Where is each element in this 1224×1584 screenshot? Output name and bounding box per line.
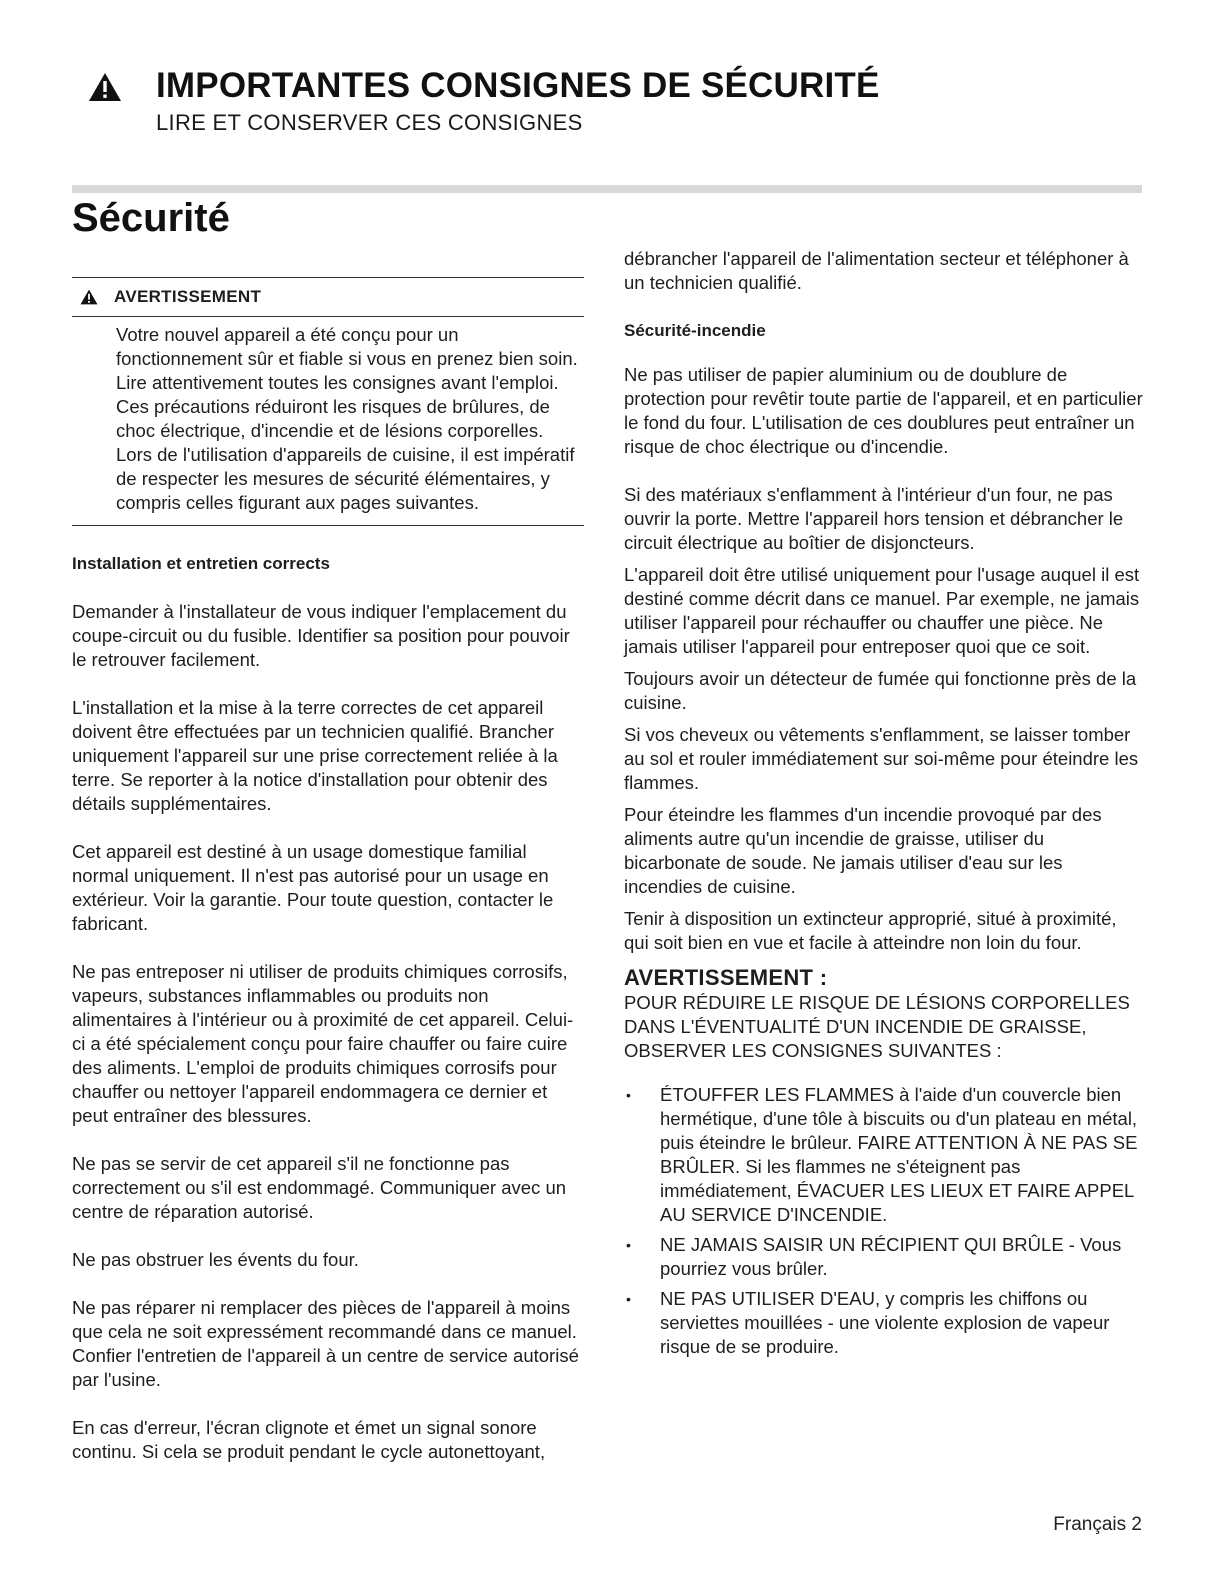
list-item: • ÉTOUFFER LES FLAMMES à l'aide d'un couvercle bien hermétique, d'une tôle à biscuits ou d'un plateau en métal, puis éteindre le brûleur. FAIRE ATTENTION À NE PAS SE BRÛLER. Si les flammes ne s'éteignent pas immédiatement, ÉVACUER LES LIEUX ET FAIRE APPEL AU SERVICE D'INCENDIE.	[624, 1083, 1144, 1227]
page-subtitle: LIRE ET CONSERVER CES CONSIGNES	[156, 110, 583, 135]
fire-safety-paragraph: Ne pas utiliser de papier aluminium ou de doublure de protection pour revêtir toute partie de l'appareil, et en particulier le fond du four. L'utilisation de ces doublures peut entraîner un risque de choc électrique ou d'incendie.	[624, 364, 1143, 457]
warning-box	[72, 277, 584, 526]
fire-safety-paragraph: Pour éteindre les flammes d'un incendie provoqué par des aliments autre qu'un incendie de graisse, utiliser du bicarbonate de soude. Ne jamais utiliser d'eau sur les incendies de cuisine.	[624, 804, 1102, 897]
list-item: • NE JAMAIS SAISIR UN RÉCIPIENT QUI BRÛLE - Vous pourriez vous brûler.	[624, 1233, 1144, 1281]
grease-fire-warning-title: AVERTISSEMENT :	[624, 965, 828, 990]
installation-paragraph: Demander à l'installateur de vous indiquer l'emplacement du coupe-circuit ou du fusible. Identifier sa position pour pouvoir le retrouver facilement.	[72, 601, 570, 670]
warning-triangle-icon	[80, 289, 98, 305]
page-title: IMPORTANTES CONSIGNES DE SÉCURITÉ	[156, 66, 880, 105]
installation-paragraph: Ne pas se servir de cet appareil s'il ne fonctionne pas correctement ou s'il est endommagé. Communiquer avec un centre de réparation autorisé.	[72, 1153, 567, 1222]
fire-safety-paragraph: L'appareil doit être utilisé uniquement pour l'usage auquel il est destiné comme décrit dans ce manuel. Par exemple, ne jamais utiliser l'appareil pour réchauffer ou chauffer une pièce. Ne jamais utiliser l'appareil pour entreposer quoi que ce soit.	[624, 564, 1140, 657]
installation-heading: Installation et entretien corrects	[72, 554, 330, 573]
section-divider	[72, 185, 1142, 193]
grease-fire-instructions	[624, 1083, 1144, 1359]
installation-paragraph: Ne pas entreposer ni utiliser de produits chimiques corrosifs, vapeurs, substances inflammables ou produits non alimentaires à l'intérieur ou à proximité de cet appareil. Celui-ci a été spécialement conçu pour faire chauffer ou faire cuire des aliments. L'emploi de produits chimiques corrosifs pour chauffer ou nettoyer l'appareil endommagera ce dernier et peut entraîner des blessures.	[72, 961, 574, 1126]
installation-paragraph: Ne pas obstruer les évents du four.	[72, 1249, 359, 1270]
warning-triangle-icon	[88, 72, 122, 102]
fire-safety-paragraph: Tenir à disposition un extincteur approprié, situé à proximité, qui soit bien en vue et facile à atteindre non loin du four.	[624, 908, 1117, 953]
warning-box-label: AVERTISSEMENT	[114, 287, 262, 306]
fire-safety-heading: Sécurité-incendie	[624, 321, 766, 340]
fire-safety-paragraph: Toujours avoir un détecteur de fumée qui fonctionne près de la cuisine.	[624, 668, 1137, 713]
fire-safety-paragraph: Si des matériaux s'enflamment à l'intérieur d'un four, ne pas ouvrir la porte. Mettre l'appareil hors tension et débrancher le circuit électrique au boîtier de disjoncteurs.	[624, 484, 1124, 553]
installation-paragraph: En cas d'erreur, l'écran clignote et émet un signal sonore continu. Si cela se produit pendant le cycle autonettoyant,	[72, 1417, 546, 1462]
grease-fire-warning-text: POUR RÉDUIRE LE RISQUE DE LÉSIONS CORPORELLES DANS L'ÉVENTUALITÉ D'UN INCENDIE DE GRAISSE, OBSERVER LES CONSIGNES SUIVANTES :	[624, 992, 1130, 1061]
installation-paragraph: L'installation et la mise à la terre correctes de cet appareil doivent être effectuées par un technicien qualifié. Brancher uniquement l'appareil sur une prise correctement reliée à la terre. Se reporter à la notice d'installation pour obtenir des détails supplémentaires.	[72, 697, 558, 814]
warning-box-text: Votre nouvel appareil a été conçu pour un fonctionnement sûr et fiable si vous en prenez bien soin. Lire attentivement toutes les consignes avant l'emploi. Ces précautions réduiront les risques de brûlures, de choc électrique, d'incendie et de lésions corporelles. Lors de l'utilisation d'appareils de cuisine, il est impératif de respecter les mesures de sécurité élémentaires, y compris celles figurant aux pages suivantes.	[116, 324, 578, 513]
section-title: Sécurité	[72, 196, 230, 240]
installation-paragraph: Cet appareil est destiné à un usage domestique familial normal uniquement. Il n'est pas autorisé pour un usage en extérieur. Voir la garantie. Pour toute question, contacter le fabricant.	[72, 841, 554, 934]
right-column	[624, 247, 1144, 1365]
continuation-paragraph: débrancher l'appareil de l'alimentation secteur et téléphoner à un technicien qualifié.	[624, 248, 1129, 293]
installation-paragraph: Ne pas réparer ni remplacer des pièces de l'appareil à moins que cela ne soit expressément recommandé dans ce manuel. Confier l'entretien de l'appareil à un centre de service autorisé par l'usine.	[72, 1297, 579, 1390]
warning-box-header	[72, 278, 584, 317]
page-footer-label: Français 2	[1053, 1514, 1142, 1535]
fire-safety-paragraph: Si vos cheveux ou vêtements s'enflamment, se laisser tomber au sol et rouler immédiatement sur soi-même pour éteindre les flammes.	[624, 724, 1139, 793]
left-column	[72, 277, 584, 1488]
list-item: • NE PAS UTILISER D'EAU, y compris les chiffons ou serviettes mouillées - une violente explosion de vapeur risque de se produire.	[624, 1287, 1144, 1359]
